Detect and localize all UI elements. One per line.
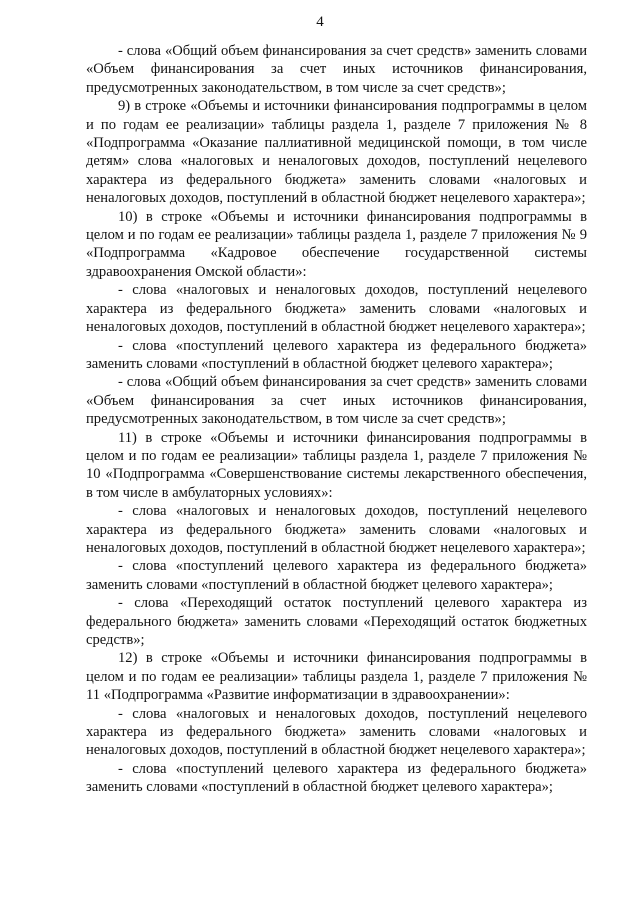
paragraph: 12) в строке «Объемы и источники финансирования подпрограммы в целом и по годам ее реализации» таблицы раздела 1, разделе 7 приложения № 11 «Подпрограмма «Развитие информатизации в здравоохранении»: <box>86 650 587 704</box>
paragraph: - слова «налоговых и неналоговых доходов, поступлений нецелевого характера из федерального бюджета» заменить словами «налоговых и неналоговых доходов, поступлений в областной бюджет нецелевого характера»; <box>86 705 587 759</box>
paragraph: 9) в строке «Объемы и источники финансирования подпрограммы в целом и по годам ее реализации» таблицы раздела 1, разделе 7 приложения № 8 «Подпрограмма «Оказание паллиативной медицинской помощи, в том числе детям» слова «налоговых и неналоговых доходов, поступлений нецелевого характера из федерального бюджета» заменить словами «налоговых и неналоговых доходов, поступлений в областной бюджет нецелевого характера»; <box>86 98 587 207</box>
paragraph: 10) в строке «Объемы и источники финансирования подпрограммы в целом и по годам ее реализации» таблицы раздела 1, разделе 7 приложения № 9 «Подпрограмма «Кадровое обеспечение государственной системы здравоохранения Омской области»: <box>86 208 587 280</box>
paragraph: - слова «Общий объем финансирования за счет средств» заменить словами «Объем финансирования за счет иных источников финансирования, предусмотренных законодательством, в том числе за счет средств»; <box>86 374 587 428</box>
paragraph: - слова «налоговых и неналоговых доходов, поступлений нецелевого характера из федерального бюджета» заменить словами «налоговых и неналоговых доходов, поступлений в областной бюджет нецелевого характера»; <box>86 282 587 336</box>
paragraph: - слова «налоговых и неналоговых доходов, поступлений нецелевого характера из федерального бюджета» заменить словами «налоговых и неналоговых доходов, поступлений в областной бюджет нецелевого характера»; <box>86 503 587 556</box>
paragraph: - слова «поступлений целевого характера из федерального бюджета» заменить словами «поступлений в областной бюджет целевого характера»; <box>86 760 587 796</box>
paragraph: 11) в строке «Объемы и источники финансирования подпрограммы в целом и по годам ее реализации» таблицы раздела 1, разделе 7 приложения № 10 «Подпрограмма «Совершенствование системы лекарственного обеспечения, в том числе в амбулаторных условиях»: <box>86 429 587 501</box>
paragraph: - слова «Переходящий остаток поступлений целевого характера из федерального бюджета» заменить словами «Переходящий остаток бюджетных средств»; <box>86 595 587 648</box>
page-number: 4 <box>316 14 324 30</box>
paragraph: - слова «Общий объем финансирования за счет средств» заменить словами «Объем финансирования за счет иных источников финансирования, предусмотренных законодательством, в том числе за счет средств»; <box>86 43 587 96</box>
document-body <box>86 42 587 797</box>
paragraph: - слова «поступлений целевого характера из федерального бюджета» заменить словами «поступлений в областной бюджет целевого характера»; <box>86 337 587 372</box>
paragraph: - слова «поступлений целевого характера из федерального бюджета» заменить словами «поступлений в областной бюджет целевого характера»; <box>86 558 587 593</box>
